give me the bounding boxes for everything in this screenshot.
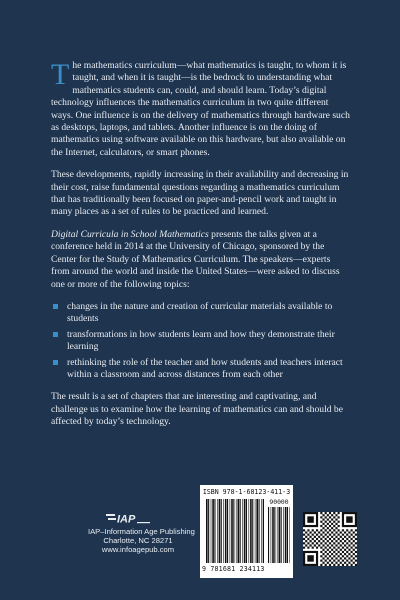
qr-module [335,527,337,529]
qr-module [316,534,318,536]
qr-module [353,549,355,551]
qr-module [355,534,357,536]
qr-module [329,538,331,540]
qr-module [329,516,331,518]
qr-module [335,523,337,525]
qr-module [338,534,340,536]
qr-module [331,540,333,542]
qr-module [320,516,322,518]
qr-module [338,547,340,549]
paragraph-intro [51,60,351,159]
qr-module [320,547,322,549]
qr-module [320,525,322,527]
qr-module [342,538,344,540]
qr-module [346,529,348,531]
qr-module [316,547,318,549]
description-text [51,60,351,439]
qr-module [318,536,320,538]
qr-module [348,531,350,533]
qr-module [338,521,340,523]
qr-module [307,538,309,540]
barcode-bar [233,499,234,563]
qr-module [333,555,335,557]
qr-module [307,547,309,549]
qr-module [355,542,357,544]
iap-logo-icon [106,512,150,524]
qr-module [342,542,344,544]
qr-module [314,540,316,542]
barcode-bar [206,499,208,563]
barcode-bar [214,499,215,563]
qr-module [325,525,327,527]
qr-module [351,534,353,536]
topic-item [51,301,351,326]
barcode-bar [246,499,247,563]
bullet-square-icon [53,304,58,309]
qr-module [342,555,344,557]
qr-module [338,529,340,531]
barcode-bar [230,499,231,563]
qr-module [320,534,322,536]
barcode-bar [238,499,240,563]
paragraph-intro-text: he mathematics curriculum—what mathematics is taught, to whom it is taught, and when it is taught—is the bedrock to understanding what mathematics students can, could, and should learn. Today’s digital technology influences the mathematics curriculum in two quite different ways. One influence is on the delivery of mathematics through hardware such as desktops, laptops, and tablets. Another influence is on the doing of mathematics using software available on this hardware, but also available on the Internet, calculators, or smart phones. [51,60,350,158]
qr-module [329,521,331,523]
qr-module [327,549,329,551]
qr-module [353,540,355,542]
barcode-bar [221,499,222,563]
qr-module [342,534,344,536]
qr-module [320,542,322,544]
qr-module [320,529,322,531]
qr-module [348,540,350,542]
qr-module [325,555,327,557]
qr-module [325,529,327,531]
qr-module [327,518,329,520]
qr-module [351,564,353,566]
barcode-bar [285,507,287,563]
qr-module [303,538,305,540]
qr-module [314,531,316,533]
qr-module [335,549,337,551]
qr-module [344,562,346,564]
qr-module [327,553,329,555]
publisher-url: www.infoagepub.com [101,545,175,554]
qr-module [340,553,342,555]
qr-module [325,516,327,518]
qr-module [335,553,337,555]
qr-module [340,544,342,546]
barcode-bar [240,499,241,563]
qr-module [348,544,350,546]
qr-module [325,521,327,523]
qr-module [305,536,307,538]
qr-module [348,557,350,559]
qr-module [327,536,329,538]
qr-module [309,540,311,542]
barcode-bar [208,499,209,563]
qr-module [322,549,324,551]
paragraph-result: The result is a set of chapters that are interesting and captivating, and challenge us to examine how the learning of mathematics can and should be affected by today’s technology. [51,391,343,428]
qr-module [303,534,305,536]
qr-module [312,538,314,540]
qr-module [327,540,329,542]
logo-text: IAP [117,513,136,524]
qr-module [322,514,324,516]
barcode-bar [227,499,228,563]
paragraph-conference-text: presents the talks given at a conference held in 2014 at the University of Chicago, sponsored by the Center for the Study of Mathematics Curriculum. The speakers—experts from around the world and inside the United States—were asked to discuss one or more of the following topics: [51,228,340,290]
topic-item [51,329,351,354]
qr-module [331,549,333,551]
qr-module [348,562,350,564]
qr-module [318,540,320,542]
isbn-text: ISBN 978-1-68123-411-3 [202,488,291,496]
qr-module [312,529,314,531]
bullet-square-icon [53,360,58,365]
qr-module [335,562,337,564]
qr-module [346,564,348,566]
barcode-addon-bars [268,507,290,563]
qr-module [333,538,335,540]
qr-module [342,551,344,553]
qr-module [344,549,346,551]
qr-module [320,564,322,566]
qr-module [348,536,350,538]
qr-module [305,540,307,542]
qr-module [342,547,344,549]
qr-module [327,531,329,533]
qr-module [346,538,348,540]
qr-module [335,536,337,538]
qr-module [320,521,322,523]
barcode-bar [211,499,212,563]
qr-module [331,562,333,564]
qr-module [353,562,355,564]
qr-module [331,514,333,516]
qr-module [353,544,355,546]
qr-module [325,542,327,544]
qr-module [338,525,340,527]
qr-module [346,551,348,553]
qr-module [322,527,324,529]
qr-module [331,518,333,520]
qr-module [340,531,342,533]
qr-module [335,514,337,516]
qr-module [355,551,357,553]
barcode-bar [255,499,256,563]
qr-module [351,560,353,562]
qr-module [325,551,327,553]
qr-module [338,512,340,514]
qr-module [320,551,322,553]
qr-module [325,534,327,536]
qr-module [333,534,335,536]
qr-module [331,557,333,559]
qr-module [329,525,331,527]
barcode-bar [279,507,281,563]
qr-module [333,525,335,527]
barcode-bar [219,499,221,563]
qr-module [322,518,324,520]
qr-module [320,560,322,562]
qr-module [355,555,357,557]
qr-module [344,553,346,555]
qr-module [338,551,340,553]
barcode-bar [242,499,243,563]
qr-code [303,512,357,566]
qr-module [327,523,329,525]
addon-number: 90000 [269,498,289,506]
barcode-bar [274,507,275,563]
barcode-bar [249,499,250,563]
topics-list [51,301,351,381]
qr-module [351,547,353,549]
qr-module [329,529,331,531]
qr-module [355,529,357,531]
qr-module [329,542,331,544]
qr-module [325,560,327,562]
qr-module [342,560,344,562]
qr-finder [307,555,313,561]
qr-module [338,564,340,566]
qr-module [342,529,344,531]
qr-module [329,551,331,553]
qr-module [305,544,307,546]
qr-module [322,544,324,546]
barcode-bar [212,499,214,563]
qr-module [309,536,311,538]
barcode-bar [263,499,264,563]
qr-module [307,529,309,531]
paragraph-developments: These developments, rapidly increasing in their availability and decreasing in their cost, raise fundamental questions regarding a mathematics curriculum that has traditionally been focused on paper-and-pencil work and taught in many places as a set of rules to be practiced and learned. [51,169,349,218]
barcode-bar [223,499,224,563]
qr-module [333,529,335,531]
paragraph-conference [51,229,351,291]
qr-module [351,555,353,557]
qr-module [325,564,327,566]
barcode-bar [236,499,237,563]
book-title: Digital Curricula in School Mathematics [51,228,209,240]
qr-module [320,555,322,557]
barcode-bar [256,499,258,563]
drop-cap: T [51,58,70,91]
topic-item [51,357,351,382]
qr-module [318,544,320,546]
qr-module [338,555,340,557]
qr-module [340,557,342,559]
qr-module [344,544,346,546]
qr-module [335,544,337,546]
qr-module [333,521,335,523]
barcode-bar [231,499,233,563]
qr-module [335,518,337,520]
qr-module [331,523,333,525]
qr-module [320,538,322,540]
qr-module [329,564,331,566]
barcode-bar [268,507,269,563]
qr-module [333,516,335,518]
qr-module [329,560,331,562]
qr-module [316,542,318,544]
qr-module [342,564,344,566]
qr-module [338,516,340,518]
qr-module [346,542,348,544]
publisher-name: IAP–Information Age Publishing [88,527,195,536]
qr-module [322,540,324,542]
qr-module [327,514,329,516]
qr-module [322,523,324,525]
qr-module [322,557,324,559]
qr-module [351,538,353,540]
qr-module [351,551,353,553]
qr-module [355,564,357,566]
qr-module [331,544,333,546]
qr-module [329,555,331,557]
qr-module [353,531,355,533]
qr-module [348,553,350,555]
barcode-bar [217,499,218,563]
qr-module [344,540,346,542]
qr-module [307,534,309,536]
qr-module [351,542,353,544]
qr-module [318,531,320,533]
qr-module [344,557,346,559]
isbn-barcode [200,485,293,578]
qr-module [335,557,337,559]
qr-module [316,529,318,531]
qr-module [331,553,333,555]
topic-text: transformations in how students learn and how they demonstrate their learning [67,328,335,353]
qr-module [327,527,329,529]
qr-module [327,544,329,546]
barcode-bar [281,507,282,563]
qr-module [303,547,305,549]
qr-module [320,512,322,514]
qr-finder [307,516,313,522]
qr-module [329,547,331,549]
barcode-bar [252,499,253,563]
qr-module [329,534,331,536]
qr-module [344,531,346,533]
qr-module [325,547,327,549]
qr-module [333,560,335,562]
qr-module [346,534,348,536]
barcode-main-bars [206,499,264,563]
qr-module [340,562,342,564]
qr-module [303,542,305,544]
barcode-bar [244,499,246,563]
qr-module [305,531,307,533]
qr-module [340,536,342,538]
qr-module [322,553,324,555]
qr-module [312,547,314,549]
qr-module [309,531,311,533]
qr-module [335,531,337,533]
barcode-bar [277,507,278,563]
qr-module [333,547,335,549]
qr-module [322,531,324,533]
barcode-bar [261,499,262,563]
qr-module [344,536,346,538]
barcode-bar [271,507,272,563]
qr-module [309,544,311,546]
qr-module [314,544,316,546]
barcode-bar [283,507,284,563]
qr-module [331,531,333,533]
qr-module [331,527,333,529]
qr-module [316,538,318,540]
qr-module [355,538,357,540]
qr-module [338,538,340,540]
qr-module [346,560,348,562]
qr-module [333,512,335,514]
publisher-city: Charlotte, NC 28271 [103,536,173,545]
barcode-bar [287,507,288,563]
qr-module [325,512,327,514]
qr-module [329,512,331,514]
qr-module [353,536,355,538]
qr-module [312,534,314,536]
qr-module [327,557,329,559]
qr-module [314,536,316,538]
barcode-bar [225,499,227,563]
qr-module [355,547,357,549]
qr-module [338,542,340,544]
qr-module [338,560,340,562]
topic-text: changes in the nature and creation of curricular materials available to students [67,300,333,325]
qr-module [348,549,350,551]
qr-module [333,551,335,553]
barcode-bar [259,499,260,563]
qr-module [351,529,353,531]
qr-module [353,553,355,555]
qr-module [340,540,342,542]
qr-module [303,529,305,531]
qr-module [333,542,335,544]
barcode-bar [272,507,274,563]
qr-module [322,562,324,564]
bullet-square-icon [53,332,58,337]
qr-module [346,555,348,557]
qr-module [325,538,327,540]
barcode-bar [290,507,291,563]
ean-digits: 9 781681 234113 [202,565,265,573]
qr-module [333,564,335,566]
qr-module [331,536,333,538]
qr-module [327,562,329,564]
qr-module [307,542,309,544]
topic-text: rethinking the role of the teacher and how students and teachers interact within a classroom and across distances from each other [67,356,343,380]
qr-module [312,542,314,544]
barcode-bar [250,499,252,563]
qr-module [346,547,348,549]
qr-module [335,540,337,542]
qr-module [353,557,355,559]
qr-finder [346,516,352,522]
qr-module [322,536,324,538]
qr-module [340,549,342,551]
qr-module [355,560,357,562]
